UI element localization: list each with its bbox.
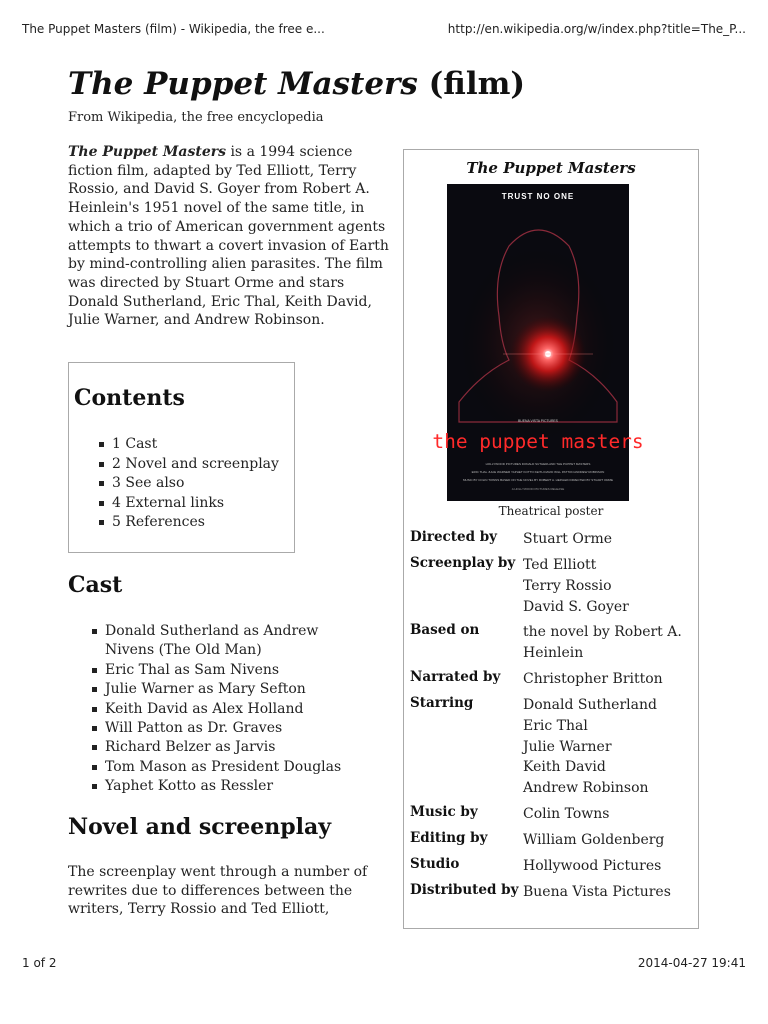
infobox-label: Editing by (410, 830, 488, 846)
toc-item-external-links[interactable] (99, 494, 279, 514)
infobox-value-line[interactable]: William Goldenberg (523, 832, 665, 848)
list-item (92, 700, 367, 719)
infobox (403, 149, 699, 929)
novel-heading: Novel and screenplay (68, 814, 332, 840)
cast-item-text[interactable]: Yaphet Kotto as Ressler (105, 778, 274, 795)
infobox-value-line[interactable]: Ted Elliott (523, 557, 597, 573)
infobox-value-line[interactable]: Hollywood Pictures (523, 858, 662, 874)
infobox-label: Music by (410, 804, 478, 820)
toc-item-see-also[interactable] (99, 474, 279, 494)
infobox-value-line[interactable]: Buena Vista Pictures (523, 884, 671, 900)
poster-credits-3: MUSIC BY COLIN TOWNS BASED ON THE NOVEL BY ROBERT A. HEINLEIN DIRECTED BY STUART ORME (462, 478, 614, 482)
infobox-label: Based on (410, 622, 480, 638)
toc-item-references[interactable] (99, 513, 279, 533)
infobox-value-line[interactable]: David S. Goyer (523, 598, 629, 615)
list-item (92, 680, 367, 699)
list-item (92, 719, 367, 738)
poster-credits-4: A HOLLYWOOD PICTURES RELEASE (511, 487, 565, 491)
toc-item-label[interactable]: 2 Novel and screenplay (112, 455, 279, 472)
cast-item-text[interactable]: Richard Belzer as Jarvis (105, 739, 276, 756)
bullet-icon (99, 462, 104, 467)
page-title-header: The Puppet Masters (film) - Wikipedia, the free e... (22, 22, 325, 36)
article-intro (68, 143, 392, 330)
infobox-label: Directed by (410, 529, 498, 545)
bullet-icon (99, 481, 104, 486)
infobox-value-line[interactable]: the novel by Robert A. (523, 624, 682, 640)
cast-list (92, 622, 367, 797)
table-of-contents (68, 362, 295, 553)
infobox-value (523, 882, 693, 903)
infobox-label: Starring (410, 695, 474, 711)
infobox-value (523, 830, 693, 851)
cast-item-text[interactable]: Will Patton as Dr. Graves (105, 720, 283, 737)
intro-bold-title: The Puppet Masters (68, 144, 226, 160)
infobox-value (523, 804, 693, 825)
infobox-value (523, 555, 693, 617)
poster-credits-2: ERIC THAL JULIE WARNER YAPHET KOTTO KEITH DAVID WILL PATTON ANDREW ROBINSON (471, 470, 605, 474)
poster-presents: BUENA VISTA PICTURES (518, 419, 558, 423)
bullet-icon (92, 726, 97, 731)
article-title (68, 66, 525, 102)
infobox-value (523, 622, 693, 664)
article-subtitle: From Wikipedia, the free encyclopedia (68, 110, 324, 125)
bullet-icon (92, 765, 97, 770)
toc-item-label[interactable]: 3 See also (112, 475, 185, 491)
list-item (92, 758, 367, 777)
infobox-value (523, 669, 693, 690)
cast-heading: Cast (68, 572, 123, 598)
infobox-value-line[interactable]: Donald Sutherland (523, 697, 657, 713)
infobox-value-line[interactable]: Christopher Britton (523, 671, 663, 687)
print-timestamp: 2014-04-27 19:41 (637, 956, 746, 970)
page-counter: 1 of 2 (22, 956, 57, 970)
infobox-value-line[interactable]: Keith David (523, 759, 606, 776)
infobox-title: The Puppet Masters (466, 159, 636, 177)
infobox-value (523, 695, 693, 799)
bullet-icon (92, 745, 97, 750)
poster-title-text: the puppet masters (432, 430, 644, 453)
infobox-label: Studio (410, 856, 460, 872)
infobox-label: Screenplay by (410, 555, 516, 571)
bullet-icon (92, 707, 97, 712)
infobox-value-line[interactable]: Andrew Robinson (523, 780, 649, 797)
toc-item-label[interactable]: 1 Cast (112, 436, 158, 452)
toc-list (99, 435, 279, 533)
bullet-icon (92, 784, 97, 789)
cast-item-text[interactable]: Julie Warner as Mary Sefton (105, 681, 306, 698)
infobox-value-line[interactable]: Heinlein (523, 644, 584, 661)
list-item (92, 777, 367, 796)
toc-item-label[interactable]: 4 External links (112, 494, 225, 511)
bullet-icon (99, 442, 104, 447)
toc-title: Contents (74, 385, 185, 411)
cast-item-text[interactable]: Eric Thal as Sam Nivens (105, 661, 280, 678)
novel-paragraph: The screenplay went through a number of rewrites due to differences between the writers, Terry Rossio and Ted Elliott, (68, 864, 368, 917)
toc-item-label[interactable]: 5 References (112, 514, 205, 530)
infobox-value (523, 529, 693, 550)
poster-caption: Theatrical poster (498, 504, 604, 518)
list-item (92, 622, 367, 661)
page-url[interactable]: http://en.wikipedia.org/w/index.php?title=The_P... (447, 22, 746, 36)
article-title-italic: The Puppet Masters (68, 66, 418, 102)
bullet-icon (92, 629, 97, 634)
infobox-value-line[interactable]: Colin Towns (523, 806, 610, 822)
bullet-icon (92, 668, 97, 673)
infobox-label: Narrated by (410, 669, 501, 685)
infobox-label: Distributed by (410, 882, 519, 898)
infobox-value-line[interactable]: Terry Rossio (523, 577, 612, 594)
bullet-icon (92, 687, 97, 692)
article-title-suffix: (film) (417, 66, 526, 102)
bullet-icon (99, 501, 104, 506)
list-item (92, 661, 367, 680)
bullet-icon (99, 520, 104, 525)
toc-item-cast[interactable] (99, 435, 279, 455)
list-item (92, 738, 367, 757)
infobox-value-line[interactable]: Julie Warner (523, 738, 612, 755)
cast-item-text[interactable]: Tom Mason as President Douglas (105, 758, 342, 775)
intro-text: is a 1994 science fiction film, adapted by Ted Elliott, Terry Rossio, and David S. Goyer from Robert A. Heinlein's 1951 novel of the same title, in which a trio of American government agents attempts to thwart a covert invasion of Earth by mind-controlling alien parasites. The film was directed by Stuart Orme and stars Donald Sutherland, Eric Thal, Keith David, Julie Warner, and Andrew Robinson. (68, 144, 389, 329)
poster-image[interactable] (432, 184, 644, 501)
toc-item-novel[interactable] (99, 455, 279, 475)
cast-item-text[interactable]: Donald Sutherland as Andrew Nivens (The Old Man) (105, 623, 319, 659)
poster-tagline: TRUST NO ONE (501, 192, 575, 201)
infobox-value-line[interactable]: Eric Thal (523, 717, 588, 734)
infobox-value-line[interactable]: Stuart Orme (523, 531, 613, 547)
infobox-value (523, 856, 693, 877)
poster-credits-1: HOLLYWOOD PICTURES DONALD SUTHERLAND THE PUPPET MASTERS (485, 462, 591, 466)
cast-item-text[interactable]: Keith David as Alex Holland (105, 700, 304, 717)
